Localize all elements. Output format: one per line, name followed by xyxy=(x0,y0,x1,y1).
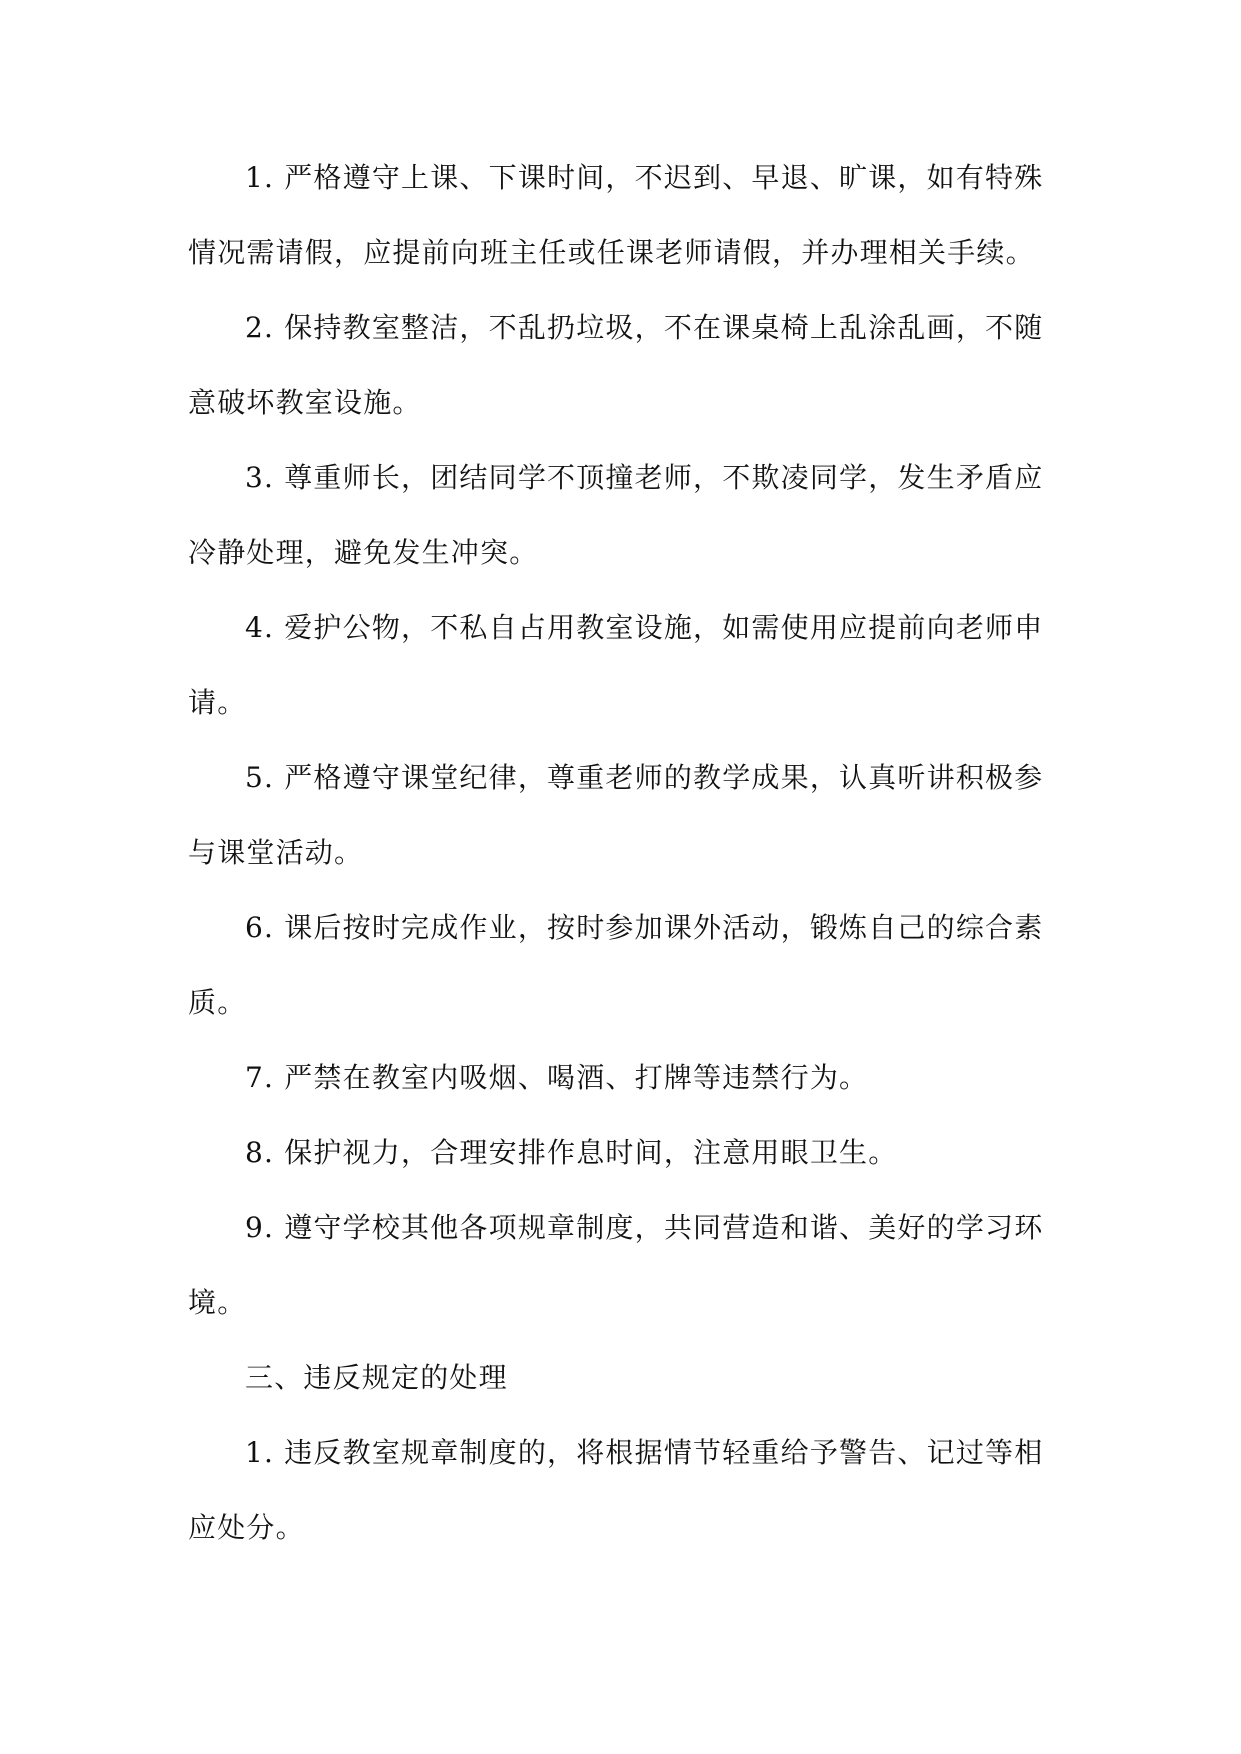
rule-9-paragraph xyxy=(188,1190,1054,1340)
rule-4-paragraph xyxy=(188,590,1054,740)
rule-1-paragraph xyxy=(188,140,1054,290)
rule-2-paragraph xyxy=(188,290,1054,440)
paragraph-line: 4. 爱护公物，不私自占用教室设施，如需使用应提前向老师申 xyxy=(245,611,1044,644)
paragraph-line: 境。 xyxy=(188,1286,247,1319)
rule-8-paragraph xyxy=(188,1115,1054,1190)
rule-3-paragraph xyxy=(188,440,1054,590)
paragraph-line: 8. 保护视力，合理安排作息时间，注意用眼卫生。 xyxy=(245,1136,898,1169)
paragraph-line: 情况需请假，应提前向班主任或任课老师请假，并办理相关手续。 xyxy=(188,236,1035,269)
document-body xyxy=(188,140,1054,1565)
paragraph-line: 7. 严禁在教室内吸烟、喝酒、打牌等违禁行为。 xyxy=(245,1061,869,1094)
rule-5-paragraph xyxy=(188,740,1054,890)
section-heading xyxy=(188,1340,1054,1415)
paragraph-line: 6. 课后按时完成作业，按时参加课外活动，锻炼自己的综合素 xyxy=(245,911,1044,944)
paragraph-line: 5. 严格遵守课堂纪律，尊重老师的教学成果，认真听讲积极参 xyxy=(245,761,1044,794)
paragraph-line: 9. 遵守学校其他各项规章制度，共同营造和谐、美好的学习环 xyxy=(245,1211,1044,1244)
paragraph-line: 3. 尊重师长，团结同学不顶撞老师，不欺凌同学，发生矛盾应 xyxy=(245,461,1044,494)
paragraph-line: 冷静处理，避免发生冲突。 xyxy=(188,536,539,569)
violation-rule-1-paragraph xyxy=(188,1415,1054,1565)
section-heading-text: 三、违反规定的处理 xyxy=(245,1361,508,1394)
rule-7-paragraph xyxy=(188,1040,1054,1115)
paragraph-line: 1. 违反教室规章制度的，将根据情节轻重给予警告、记过等相 xyxy=(245,1436,1044,1469)
paragraph-line: 请。 xyxy=(188,686,247,719)
paragraph-line: 与课堂活动。 xyxy=(188,836,364,869)
rule-6-paragraph xyxy=(188,890,1054,1040)
paragraph-line: 2. 保持教室整洁，不乱扔垃圾，不在课桌椅上乱涂乱画，不随 xyxy=(245,311,1044,344)
paragraph-line: 应处分。 xyxy=(188,1511,305,1544)
paragraph-line: 1. 严格遵守上课、下课时间，不迟到、早退、旷课，如有特殊 xyxy=(245,161,1044,194)
paragraph-line: 意破坏教室设施。 xyxy=(188,386,422,419)
paragraph-line: 质。 xyxy=(188,986,247,1019)
